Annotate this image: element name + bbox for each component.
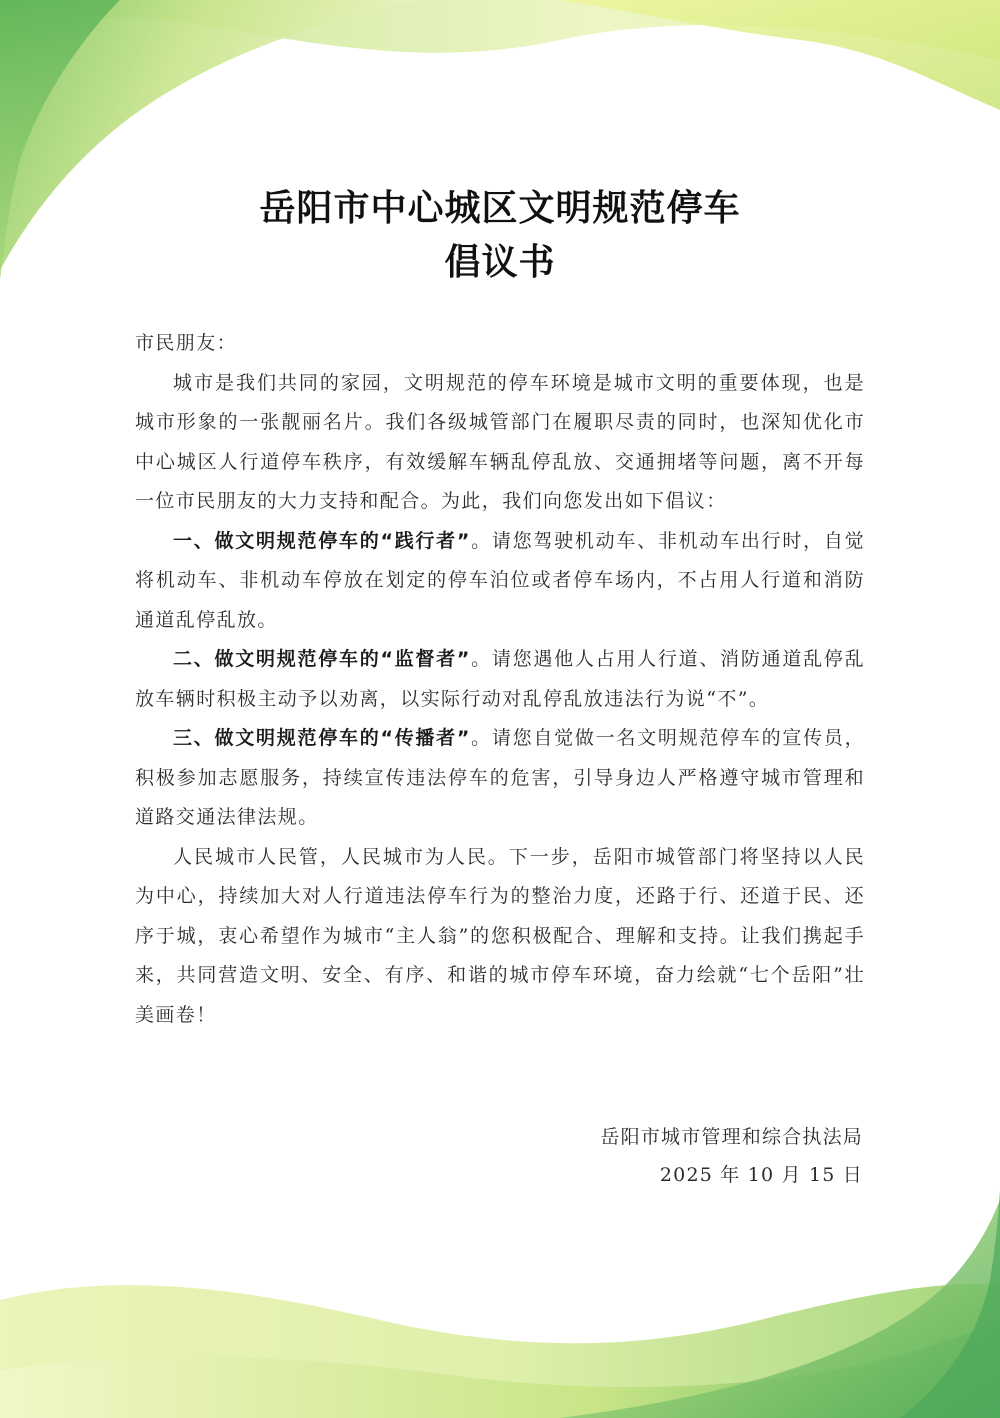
proposal-item-1-lead: 一、做文明规范停车的“践行者”	[173, 529, 471, 552]
proposal-item-2	[135, 640, 865, 719]
proposal-item-3-text: 。请您自觉做一名文明规范停车的宣传员，积极参加志愿服务，持续宣传违法停车的危害，引导身边人严格遵守城市管理和道路交通法律法规。	[135, 727, 865, 828]
intro-paragraph: 城市是我们共同的家园，文明规范的停车环境是城市文明的重要体现，也是城市形象的一张靓丽名片。我们各级城管部门在履职尽责的同时，也深知优化市中心城区人行道停车秩序，有效缓解车辆乱停乱放、交通拥堵等问题，离不开每一位市民朋友的大力支持和配合。为此，我们向您发出如下倡议：	[135, 371, 865, 512]
proposal-item-3-lead: 三、做文明规范停车的“传播者”	[173, 727, 471, 749]
proposal-item-1-text: 。请您驾驶机动车、非机动车出行时，自觉将机动车、非机动车停放在划定的停车泊位或者停车场内，不占用人行道和消防通道乱停乱放。	[135, 529, 865, 631]
proposal-item-2-text: 。请您遇他人占用人行道、消防通道乱停乱放车辆时积极主动予以劝离，以实际行动对乱停乱放违法行为说“不”。	[135, 648, 865, 710]
signature-organization: 岳阳市城市管理和综合执法局	[600, 1126, 863, 1148]
proposal-item-3	[135, 719, 865, 838]
signature-date: 2025 年 10 月 15 日	[659, 1164, 863, 1186]
document-body	[135, 324, 865, 1035]
proposal-item-1	[135, 522, 865, 641]
document-title-line2: 倡议书	[444, 242, 556, 283]
document-title-line1: 岳阳市中心城区文明规范停车	[259, 188, 741, 229]
proposal-item-2-lead: 二、做文明规范停车的“监督者”	[173, 648, 471, 670]
closing-paragraph: 人民城市人民管，人民城市为人民。下一步，岳阳市城管部门将坚持以人民为中心，持续加大对人行道违法停车行为的整治力度，还路于行、还道于民、还序于城，衷心希望作为城市“主人翁”的您积极配合、理解和支持。让我们携起手来，共同营造文明、安全、有序、和谐的城市停车环境，奋力绘就“七个岳阳”壮美画卷！	[135, 845, 865, 1026]
salutation: 市民朋友：	[135, 332, 238, 354]
